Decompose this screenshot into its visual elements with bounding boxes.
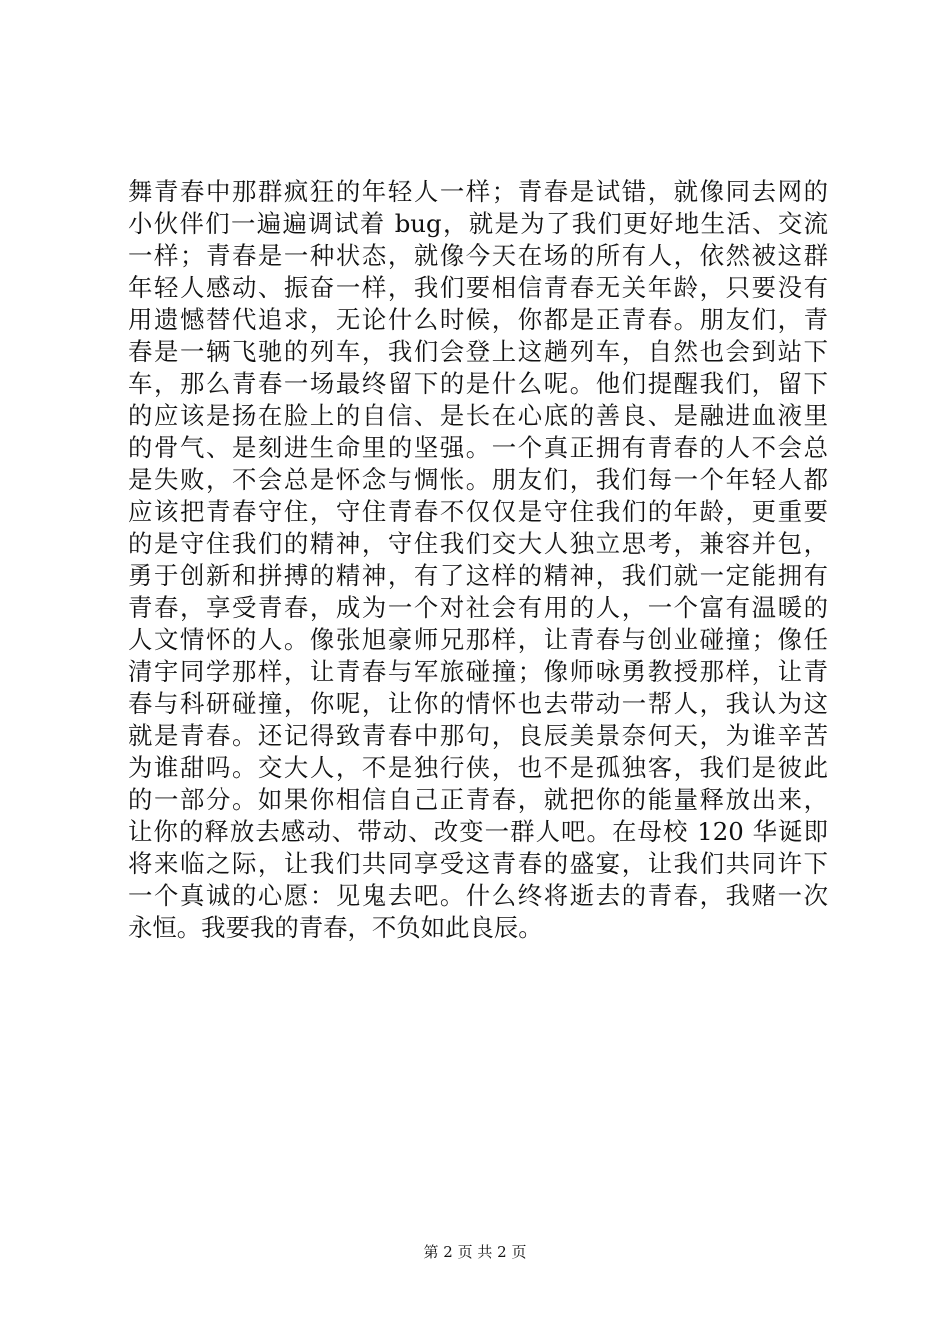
- text-line: 让你的释放去感动、带动、改变一群人吧。在母校 120 华诞即: [128, 817, 828, 846]
- text-line: 一样；青春是一种状态，就像今天在场的所有人，依然被这群: [128, 241, 828, 270]
- text-line: 就是青春。还记得致青春中那句，良辰美景奈何天，为谁辛苦: [128, 721, 828, 750]
- text-line: 年轻人感动、振奋一样，我们要相信青春无关年龄，只要没有: [128, 273, 828, 302]
- text-line: 的一部分。如果你相信自己正青春，就把你的能量释放出来，: [128, 785, 828, 814]
- page-number-footer: 第 2 页 共 2 页: [423, 1243, 527, 1261]
- text-line: 一个真诚的心愿：见鬼去吧。什么终将逝去的青春，我赌一次: [128, 881, 828, 910]
- text-line: 车，那么青春一场最终留下的是什么呢。他们提醒我们，留下: [128, 369, 828, 398]
- text-line: 为谁甜吗。交大人，不是独行侠，也不是孤独客，我们是彼此: [128, 753, 828, 782]
- text-line: 春是一辆飞驰的列车，我们会登上这趟列车，自然也会到站下: [128, 337, 828, 366]
- text-line: 的是守住我们的精神，守住我们交大人独立思考，兼容并包，: [128, 529, 828, 558]
- text-line: 将来临之际，让我们共同享受这青春的盛宴，让我们共同许下: [128, 849, 828, 878]
- text-line: 应该把青春守住，守住青春不仅仅是守住我们的年龄，更重要: [128, 497, 828, 526]
- text-line: 勇于创新和拼搏的精神，有了这样的精神，我们就一定能拥有: [128, 561, 828, 590]
- text-line: 小伙伴们一遍遍调试着 bug，就是为了我们更好地生活、交流: [128, 209, 828, 238]
- text-line: 舞青春中那群疯狂的年轻人一样；青春是试错，就像同去网的: [128, 177, 828, 206]
- text-line: 是失败，不会总是怀念与惆怅。朋友们，我们每一个年轻人都: [128, 465, 828, 494]
- text-line: 的应该是扬在脸上的自信、是长在心底的善良、是融进血液里: [128, 401, 828, 430]
- body-text: [128, 176, 828, 944]
- text-line: 青春，享受青春，成为一个对社会有用的人，一个富有温暖的: [128, 593, 828, 622]
- text-line: 清宇同学那样，让青春与军旅碰撞；像师咏勇教授那样，让青: [128, 657, 828, 686]
- text-line: 用遗憾替代追求，无论什么时候，你都是正青春。朋友们，青: [128, 305, 828, 334]
- text-line: 人文情怀的人。像张旭豪师兄那样，让青春与创业碰撞；像任: [128, 625, 828, 654]
- text-line: 春与科研碰撞，你呢，让你的情怀也去带动一帮人，我认为这: [128, 689, 828, 718]
- text-line: 永恒。我要我的青春，不负如此良辰。: [128, 913, 543, 942]
- text-line: 的骨气、是刻进生命里的坚强。一个真正拥有青春的人不会总: [128, 433, 828, 462]
